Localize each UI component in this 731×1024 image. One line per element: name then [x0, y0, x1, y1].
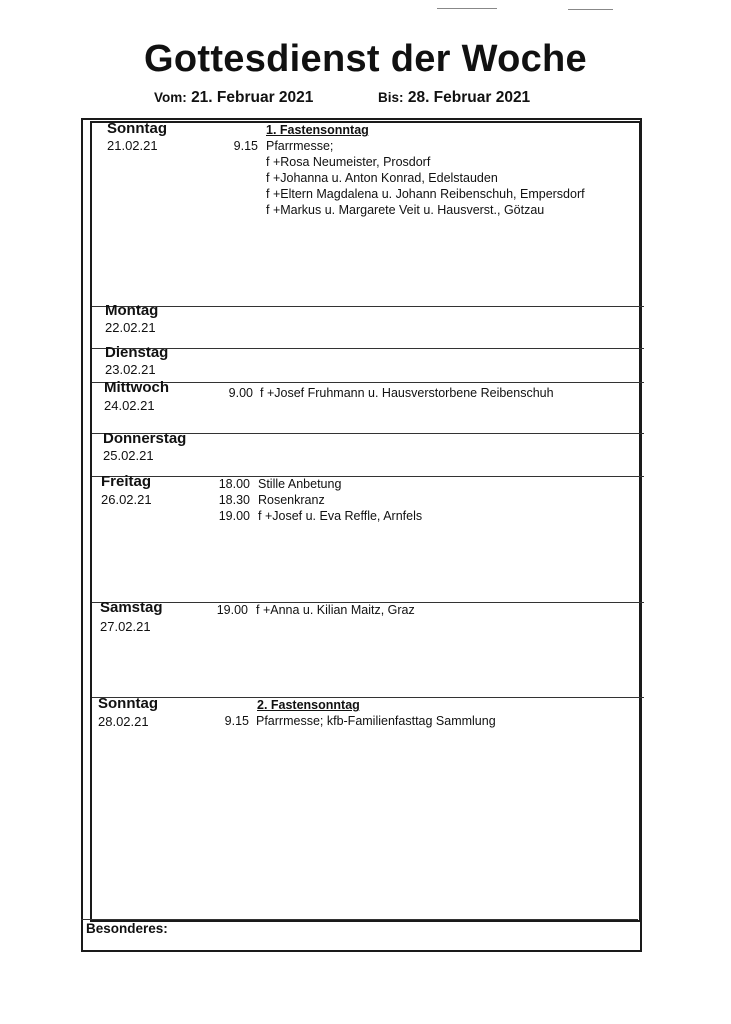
service-text: f +Markus u. Margarete Veit u. Hausverst., Götzau — [266, 203, 545, 217]
day-name: Montag — [105, 302, 159, 319]
service-time: 9.15 — [224, 714, 249, 728]
day-name: Samstag — [100, 599, 163, 616]
day-name: Mittwoch — [104, 379, 169, 396]
footer-separator — [81, 919, 638, 920]
row-separator — [92, 306, 644, 307]
service-text: f +Johanna u. Anton Konrad, Edelstauden — [266, 171, 498, 185]
day-name: Freitag — [101, 473, 152, 490]
day-date: 25.02.21 — [103, 448, 154, 463]
scan-line — [568, 9, 613, 10]
day-date: 22.02.21 — [105, 320, 156, 335]
day-date: 24.02.21 — [104, 398, 155, 413]
service-time: 9.15 — [233, 139, 258, 153]
feast-title: 2. Fastensonntag — [257, 698, 360, 712]
row-separator — [92, 476, 644, 477]
row-separator — [92, 382, 644, 383]
date-range-from — [154, 89, 313, 107]
to-label: Bis: — [378, 90, 404, 105]
service-text: f +Rosa Neumeister, Prosdorf — [266, 155, 431, 169]
service-text: f +Josef Fruhmann u. Hausverstorbene Reibenschuh — [260, 386, 554, 400]
from-label: Vom: — [154, 90, 187, 105]
notes-label: Besonderes: — [86, 921, 168, 936]
service-text: Pfarrmesse; — [266, 139, 334, 153]
service-text: f +Eltern Magdalena u. Johann Reibenschuh, Empersdorf — [266, 187, 585, 201]
day-name: Dienstag — [105, 344, 169, 361]
scan-line — [437, 8, 497, 9]
page-title: Gottesdienst der Woche — [144, 38, 587, 80]
service-text: f +Anna u. Kilian Maitz, Graz — [256, 603, 415, 617]
to-date: 28. Februar 2021 — [407, 89, 531, 106]
row-separator — [92, 697, 644, 698]
service-time: 18.30 — [218, 493, 250, 507]
service-text: Rosenkranz — [258, 493, 325, 507]
day-date: 28.02.21 — [98, 714, 149, 729]
date-range-to — [378, 89, 530, 107]
day-date: 21.02.21 — [107, 138, 158, 153]
day-date: 27.02.21 — [100, 619, 151, 634]
day-date: 26.02.21 — [101, 492, 152, 507]
feast-title: 1. Fastensonntag — [266, 123, 369, 137]
service-text: Pfarrmesse; kfb-Familienfasttag Sammlung — [256, 714, 496, 728]
day-name: Donnerstag — [103, 430, 187, 447]
service-text: Stille Anbetung — [258, 477, 342, 491]
service-text: f +Josef u. Eva Reffle, Arnfels — [258, 509, 423, 523]
service-time: 19.00 — [216, 603, 248, 617]
day-name: Sonntag — [107, 120, 167, 137]
service-time: 18.00 — [218, 477, 250, 491]
service-time: 9.00 — [228, 386, 253, 400]
service-time: 19.00 — [218, 509, 250, 523]
from-date: 21. Februar 2021 — [191, 89, 314, 106]
row-separator — [92, 348, 644, 349]
day-date: 23.02.21 — [105, 362, 156, 377]
day-name: Sonntag — [98, 695, 158, 712]
